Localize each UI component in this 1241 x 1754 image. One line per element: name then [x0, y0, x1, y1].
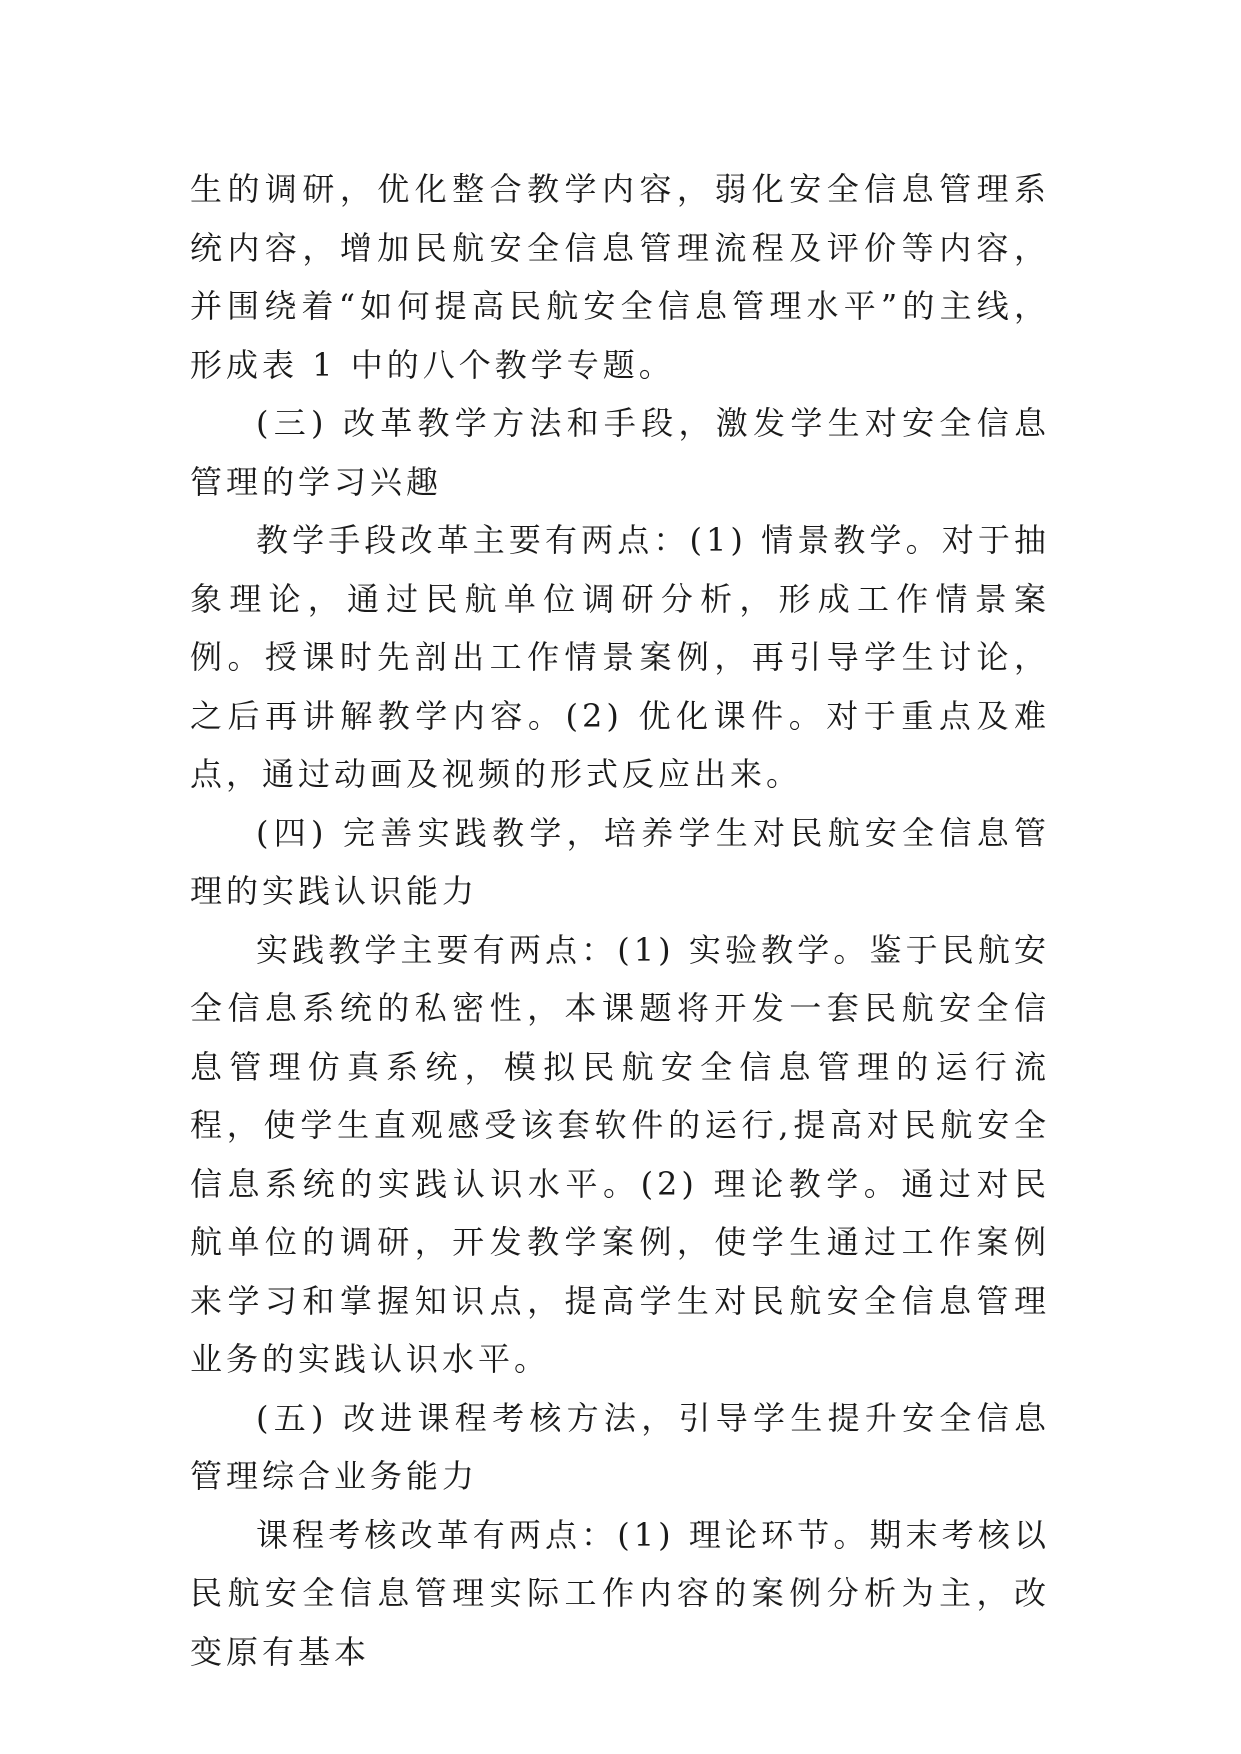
section-heading-4: (四) 完善实践教学，培养学生对民航安全信息管理的实践认识能力 — [190, 813, 1050, 910]
paragraph-teaching-methods: 教学手段改革主要有两点：(1) 情景教学。对于抽象理论，通过民航单位调研分析，形成工作情景案例。授课时先剖出工作情景案例，再引导学生讨论，之后再讲解教学内容。(2) 优化课件。对于重点及难点，通过动画及视频的形式反应出来。 — [190, 521, 1050, 793]
body-text — [190, 160, 1050, 1681]
paragraph-continuation: 生的调研，优化整合教学内容，弱化安全信息管理系统内容，增加民航安全信息管理流程及评价等内容，并围绕着“如何提高民航安全信息管理水平”的主线，形成表 1 中的八个教学专题。 — [190, 170, 1050, 384]
section-heading-3: (三) 改革教学方法和手段，激发学生对安全信息管理的学习兴趣 — [190, 404, 1050, 501]
paragraph-practice-teaching: 实践教学主要有两点：(1) 实验教学。鉴于民航安全信息系统的私密性，本课题将开发一套民航安全信息管理仿真系统，模拟民航安全信息管理的运行流程，使学生直观感受该套软件的运行,提高对民航安全信息系统的实践认识水平。(2) 理论教学。通过对民航单位的调研，开发教学案例，使学生通过工作案例来学习和掌握知识点，提高学生对民航安全信息管理业务的实践认识水平。 — [190, 930, 1050, 1378]
paragraph-assessment: 课程考核改革有两点：(1) 理论环节。期末考核以民航安全信息管理实际工作内容的案例分析为主，改变原有基本 — [190, 1515, 1050, 1671]
section-heading-5: (五) 改进课程考核方法，引导学生提升安全信息管理综合业务能力 — [190, 1398, 1050, 1495]
